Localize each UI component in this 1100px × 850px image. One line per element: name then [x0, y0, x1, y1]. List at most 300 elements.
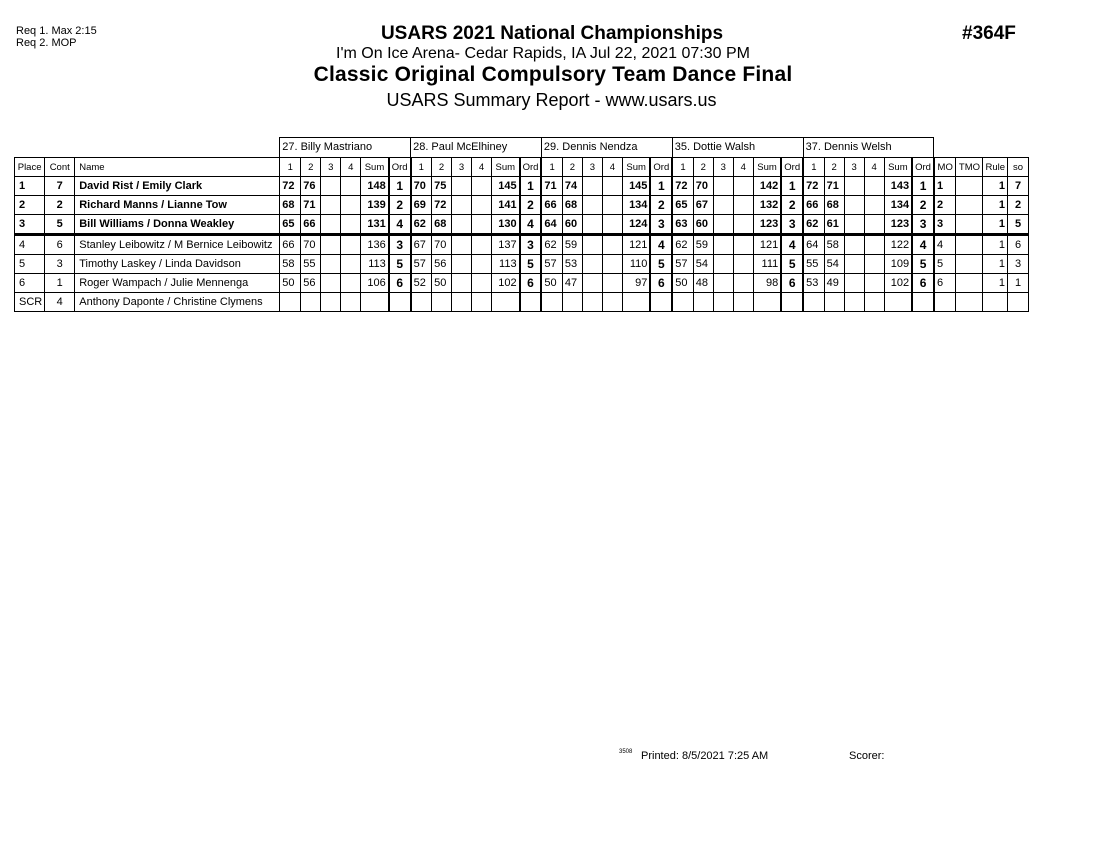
judge-score: 76: [301, 177, 321, 196]
judge-score: [733, 235, 753, 255]
judge-score: [713, 215, 733, 235]
tmo-cell: [956, 177, 983, 196]
judge-score: [602, 215, 622, 235]
judge-score: [693, 293, 713, 312]
mo-cell: 4: [934, 235, 956, 255]
col-header-judge-score: 3: [321, 158, 341, 177]
judge-score: 57: [541, 255, 562, 274]
judge-sum: 106: [361, 274, 389, 293]
judge-sum: 134: [622, 196, 650, 215]
skater-names: Anthony Daponte / Christine Clymens: [75, 293, 280, 312]
judge-score: 62: [411, 215, 432, 235]
mo-cell: 6: [934, 274, 956, 293]
col-header-cont: Cont: [45, 158, 75, 177]
judge-score: [672, 293, 693, 312]
judge-score: [452, 196, 472, 215]
judge-score: 60: [562, 215, 582, 235]
judge-score: [582, 235, 602, 255]
tmo-cell: [956, 235, 983, 255]
judge-score: 59: [693, 235, 713, 255]
contestant-number: 5: [45, 215, 75, 235]
judge-score: 70: [693, 177, 713, 196]
judge-score: 70: [432, 235, 452, 255]
rule-cell: 1: [983, 255, 1008, 274]
judge-score: [452, 177, 472, 196]
col-header-judge-score: Ord: [389, 158, 411, 177]
col-header-judge-score: 3: [452, 158, 472, 177]
mo-cell: 3: [934, 215, 956, 235]
judge-score: [472, 196, 492, 215]
judge-ordinal: 5: [781, 255, 803, 274]
judge-score: 64: [541, 215, 562, 235]
judge-ordinal: 2: [520, 196, 542, 215]
contestant-number: 4: [45, 293, 75, 312]
col-header-judge-score: 2: [824, 158, 844, 177]
judge-score: [562, 293, 582, 312]
judge-score: [341, 177, 361, 196]
judge-score: [602, 255, 622, 274]
judge-sum: 123: [753, 215, 781, 235]
judge-score: [472, 274, 492, 293]
judge-score: 58: [824, 235, 844, 255]
judge-score: [472, 215, 492, 235]
judge-score: [452, 215, 472, 235]
judge-sum: 136: [361, 235, 389, 255]
judge-score: 62: [803, 215, 824, 235]
judge-score: 63: [672, 215, 693, 235]
col-header-judge-score: 1: [672, 158, 693, 177]
rule-cell: 1: [983, 274, 1008, 293]
judge-score: [582, 215, 602, 235]
judge-sum: [492, 293, 520, 312]
judge-score: 49: [824, 274, 844, 293]
contestant-number: 2: [45, 196, 75, 215]
judge-score: [713, 196, 733, 215]
judge-score: 65: [672, 196, 693, 215]
judge-ordinal: 1: [520, 177, 542, 196]
judge-name: 27. Billy Mastriano: [280, 138, 411, 158]
skater-names: Timothy Laskey / Linda Davidson: [75, 255, 280, 274]
judge-score: 65: [280, 215, 301, 235]
judge-score: [582, 177, 602, 196]
judge-score: 69: [411, 196, 432, 215]
judge-score: [341, 293, 361, 312]
col-header-judge-score: Sum: [622, 158, 650, 177]
judge-ordinal: 5: [912, 255, 934, 274]
judge-score: [341, 274, 361, 293]
judge-score: 67: [693, 196, 713, 215]
judge-ordinal: 1: [389, 177, 411, 196]
judge-sum: 102: [492, 274, 520, 293]
col-header-so: so: [1008, 158, 1029, 177]
judge-score: [411, 293, 432, 312]
tmo-cell: [956, 196, 983, 215]
judge-score: [472, 235, 492, 255]
judge-score: 60: [693, 215, 713, 235]
judge-score: 56: [432, 255, 452, 274]
so-cell: 2: [1008, 196, 1029, 215]
judge-score: [733, 274, 753, 293]
col-header-judge-score: 2: [562, 158, 582, 177]
place-cell: SCR: [15, 293, 45, 312]
judge-ordinal: 4: [781, 235, 803, 255]
judge-score: [541, 293, 562, 312]
judge-sum: [884, 293, 912, 312]
judge-score: [321, 293, 341, 312]
judge-score: 48: [693, 274, 713, 293]
judge-sum: [753, 293, 781, 312]
judge-ordinal: [650, 293, 672, 312]
judge-ordinal: [781, 293, 803, 312]
col-header-place: Place: [15, 158, 45, 177]
judge-score: [733, 293, 753, 312]
judge-score: [452, 274, 472, 293]
judge-score: [844, 215, 864, 235]
judge-score: 58: [280, 255, 301, 274]
judge-score: 72: [672, 177, 693, 196]
judge-score: 62: [672, 235, 693, 255]
judge-score: 74: [562, 177, 582, 196]
judge-sum: 143: [884, 177, 912, 196]
col-header-judge-score: Ord: [912, 158, 934, 177]
judge-ordinal: 2: [912, 196, 934, 215]
venue-line: I'm On Ice Arena- Cedar Rapids, IA Jul 22, 2021 07:30 PM: [336, 45, 750, 62]
judge-score: [844, 177, 864, 196]
judge-score: 64: [803, 235, 824, 255]
judge-score: [864, 177, 884, 196]
judge-sum: 113: [361, 255, 389, 274]
judge-ordinal: 3: [520, 235, 542, 255]
judge-ordinal: 5: [389, 255, 411, 274]
judge-score: 67: [411, 235, 432, 255]
judge-sum: 98: [753, 274, 781, 293]
tmo-cell: [956, 274, 983, 293]
contestant-number: 3: [45, 255, 75, 274]
judge-score: [341, 235, 361, 255]
rule-cell: [983, 293, 1008, 312]
judge-ordinal: 1: [650, 177, 672, 196]
judge-sum: 109: [884, 255, 912, 274]
mo-cell: 5: [934, 255, 956, 274]
col-header-judge-score: Sum: [361, 158, 389, 177]
judge-score: 72: [280, 177, 301, 196]
judge-score: [321, 255, 341, 274]
judge-score: [602, 177, 622, 196]
judge-score: [301, 293, 321, 312]
col-header-tmo: TMO: [956, 158, 983, 177]
judge-score: 66: [803, 196, 824, 215]
judge-score: 71: [301, 196, 321, 215]
judge-score: [280, 293, 301, 312]
judge-score: [733, 215, 753, 235]
judge-ordinal: 2: [781, 196, 803, 215]
judge-sum: 130: [492, 215, 520, 235]
judge-score: 57: [672, 255, 693, 274]
col-header-judge-score: 1: [280, 158, 301, 177]
judge-sum: 122: [884, 235, 912, 255]
judge-sum: 110: [622, 255, 650, 274]
judge-score: [864, 255, 884, 274]
judge-sum: 137: [492, 235, 520, 255]
judge-score: [733, 196, 753, 215]
judge-score: [733, 255, 753, 274]
tmo-cell: [956, 255, 983, 274]
judge-score: 66: [301, 215, 321, 235]
col-header-judge-score: 4: [733, 158, 753, 177]
judge-score: [341, 255, 361, 274]
judge-ordinal: 3: [912, 215, 934, 235]
so-cell: [1008, 293, 1029, 312]
place-cell: 3: [15, 215, 45, 235]
result-row: [15, 255, 1029, 274]
col-header-judge-score: Ord: [520, 158, 542, 177]
judge-ordinal: 6: [650, 274, 672, 293]
judge-ordinal: [389, 293, 411, 312]
rule-cell: 1: [983, 196, 1008, 215]
judge-score: [844, 196, 864, 215]
result-row: [15, 274, 1029, 293]
judge-sum: [622, 293, 650, 312]
col-header-mo: MO: [934, 158, 956, 177]
judge-score: [713, 293, 733, 312]
championship-title: USARS 2021 National Championships: [380, 23, 724, 44]
judge-ordinal: 3: [650, 215, 672, 235]
skater-names: Bill Williams / Donna Weakley: [75, 215, 280, 235]
col-header-judge-score: Sum: [753, 158, 781, 177]
judge-score: [472, 293, 492, 312]
col-header-judge-score: 1: [411, 158, 432, 177]
judge-ordinal: 5: [650, 255, 672, 274]
judge-score: 66: [541, 196, 562, 215]
requirement-1: Req 1. Max 2:15: [16, 25, 97, 37]
judge-score: [844, 274, 864, 293]
judge-ordinal: 2: [389, 196, 411, 215]
judge-ordinal: 5: [520, 255, 542, 274]
judge-score: 47: [562, 274, 582, 293]
so-cell: 6: [1008, 235, 1029, 255]
judge-score: [864, 215, 884, 235]
report-code: 3508: [619, 749, 633, 755]
judge-score: 72: [432, 196, 452, 215]
rule-cell: 1: [983, 215, 1008, 235]
mo-cell: 2: [934, 196, 956, 215]
judge-score: 50: [672, 274, 693, 293]
judge-score: 70: [411, 177, 432, 196]
col-header-judge-score: 4: [864, 158, 884, 177]
judge-ordinal: 6: [520, 274, 542, 293]
mo-cell: [934, 293, 956, 312]
judge-sum: 134: [884, 196, 912, 215]
col-header-judge-score: Sum: [492, 158, 520, 177]
scorer-label: Scorer:: [849, 750, 885, 762]
report-title: USARS Summary Report - www.usars.us: [386, 90, 717, 110]
judge-score: 71: [541, 177, 562, 196]
judge-score: [452, 235, 472, 255]
judge-ordinal: 6: [389, 274, 411, 293]
judge-score: [602, 235, 622, 255]
judge-score: [472, 255, 492, 274]
col-header-judge-score: Ord: [781, 158, 803, 177]
judge-name: 37. Dennis Welsh: [803, 138, 934, 158]
header-spacer: [15, 138, 280, 158]
place-cell: 1: [15, 177, 45, 196]
event-title: Classic Original Compulsory Team Dance Final: [313, 63, 793, 86]
result-row: [15, 293, 1029, 312]
judge-sum: 139: [361, 196, 389, 215]
skater-names: Richard Manns / Lianne Tow: [75, 196, 280, 215]
judge-score: [582, 196, 602, 215]
skater-names: Roger Wampach / Julie Mennenga: [75, 274, 280, 293]
judge-score: [713, 255, 733, 274]
judge-score: [452, 255, 472, 274]
judge-score: 68: [562, 196, 582, 215]
judge-score: [803, 293, 824, 312]
judge-sum: 121: [622, 235, 650, 255]
judge-ordinal: [912, 293, 934, 312]
judge-score: 55: [301, 255, 321, 274]
judge-sum: 142: [753, 177, 781, 196]
judge-score: [472, 177, 492, 196]
judge-score: 70: [301, 235, 321, 255]
printed-timestamp: Printed: 8/5/2021 7:25 AM: [641, 750, 769, 762]
judge-score: 54: [824, 255, 844, 274]
judge-score: [582, 255, 602, 274]
judge-score: [713, 177, 733, 196]
judge-score: [582, 274, 602, 293]
judge-score: [432, 293, 452, 312]
judge-score: 54: [693, 255, 713, 274]
judge-score: 53: [562, 255, 582, 274]
place-cell: 4: [15, 235, 45, 255]
contestant-number: 1: [45, 274, 75, 293]
skater-names: Stanley Leibowitz / M Bernice Leibowitz: [75, 235, 280, 255]
col-header-judge-score: 2: [693, 158, 713, 177]
result-row: [15, 215, 1029, 235]
judge-ordinal: 1: [912, 177, 934, 196]
col-header-judge-score: 2: [432, 158, 452, 177]
judge-score: 50: [432, 274, 452, 293]
judge-sum: 132: [753, 196, 781, 215]
header-spacer: [934, 138, 1029, 158]
judge-score: [341, 215, 361, 235]
col-header-judge-score: 4: [602, 158, 622, 177]
requirement-2: Req 2. MOP: [16, 37, 77, 49]
judge-ordinal: 4: [520, 215, 542, 235]
judge-ordinal: 4: [912, 235, 934, 255]
judge-score: [602, 274, 622, 293]
judge-name: 35. Dottie Walsh: [672, 138, 803, 158]
judge-score: [713, 235, 733, 255]
judge-sum: 141: [492, 196, 520, 215]
judge-ordinal: 2: [650, 196, 672, 215]
skater-names: David Rist / Emily Clark: [75, 177, 280, 196]
judge-score: 61: [824, 215, 844, 235]
results-table: [14, 137, 1029, 312]
judge-sum: 145: [622, 177, 650, 196]
judge-score: 50: [280, 274, 301, 293]
judge-ordinal: 4: [650, 235, 672, 255]
col-header-judge-score: Ord: [650, 158, 672, 177]
so-cell: 1: [1008, 274, 1029, 293]
judge-sum: 113: [492, 255, 520, 274]
judge-sum: 111: [753, 255, 781, 274]
judge-score: 56: [301, 274, 321, 293]
judge-ordinal: 6: [781, 274, 803, 293]
judge-sum: 102: [884, 274, 912, 293]
judge-score: [452, 293, 472, 312]
judge-sum: 123: [884, 215, 912, 235]
judge-score: [824, 293, 844, 312]
so-cell: 7: [1008, 177, 1029, 196]
col-header-judge-score: 3: [844, 158, 864, 177]
contestant-number: 7: [45, 177, 75, 196]
judge-sum: 97: [622, 274, 650, 293]
judge-score: 68: [280, 196, 301, 215]
judge-score: 62: [541, 235, 562, 255]
judge-score: [733, 177, 753, 196]
judge-score: [341, 196, 361, 215]
judge-score: [844, 293, 864, 312]
rule-cell: 1: [983, 177, 1008, 196]
place-cell: 5: [15, 255, 45, 274]
col-header-judge-score: 2: [301, 158, 321, 177]
judge-score: [321, 235, 341, 255]
judge-score: 72: [803, 177, 824, 196]
judge-score: 53: [803, 274, 824, 293]
tmo-cell: [956, 293, 983, 312]
judge-ordinal: 3: [781, 215, 803, 235]
rule-cell: 1: [983, 235, 1008, 255]
col-header-judge-score: 4: [472, 158, 492, 177]
place-cell: 2: [15, 196, 45, 215]
col-header-rule: Rule: [983, 158, 1008, 177]
judge-score: 68: [432, 215, 452, 235]
judge-sum: 124: [622, 215, 650, 235]
so-cell: 5: [1008, 215, 1029, 235]
judge-ordinal: 4: [389, 215, 411, 235]
so-cell: 3: [1008, 255, 1029, 274]
col-header-judge-score: 3: [713, 158, 733, 177]
result-row: [15, 177, 1029, 196]
judge-score: 68: [824, 196, 844, 215]
col-header-judge-score: 1: [803, 158, 824, 177]
event-number: #364F: [962, 23, 1016, 44]
judge-score: [321, 177, 341, 196]
judge-sum: 145: [492, 177, 520, 196]
judge-score: 75: [432, 177, 452, 196]
col-header-judge-score: 4: [341, 158, 361, 177]
judge-score: [321, 215, 341, 235]
judge-score: 66: [280, 235, 301, 255]
judge-score: 55: [803, 255, 824, 274]
judge-score: [713, 274, 733, 293]
judge-sum: 131: [361, 215, 389, 235]
judge-score: [602, 293, 622, 312]
judge-score: [844, 235, 864, 255]
judge-name: 29. Dennis Nendza: [541, 138, 672, 158]
judge-score: 59: [562, 235, 582, 255]
judge-score: [582, 293, 602, 312]
judge-score: 57: [411, 255, 432, 274]
judge-ordinal: [520, 293, 542, 312]
judge-score: [864, 293, 884, 312]
judge-score: 71: [824, 177, 844, 196]
judge-sum: 148: [361, 177, 389, 196]
contestant-number: 6: [45, 235, 75, 255]
col-header-name: Name: [75, 158, 280, 177]
judge-name: 28. Paul McElhiney: [411, 138, 542, 158]
judge-sum: [361, 293, 389, 312]
